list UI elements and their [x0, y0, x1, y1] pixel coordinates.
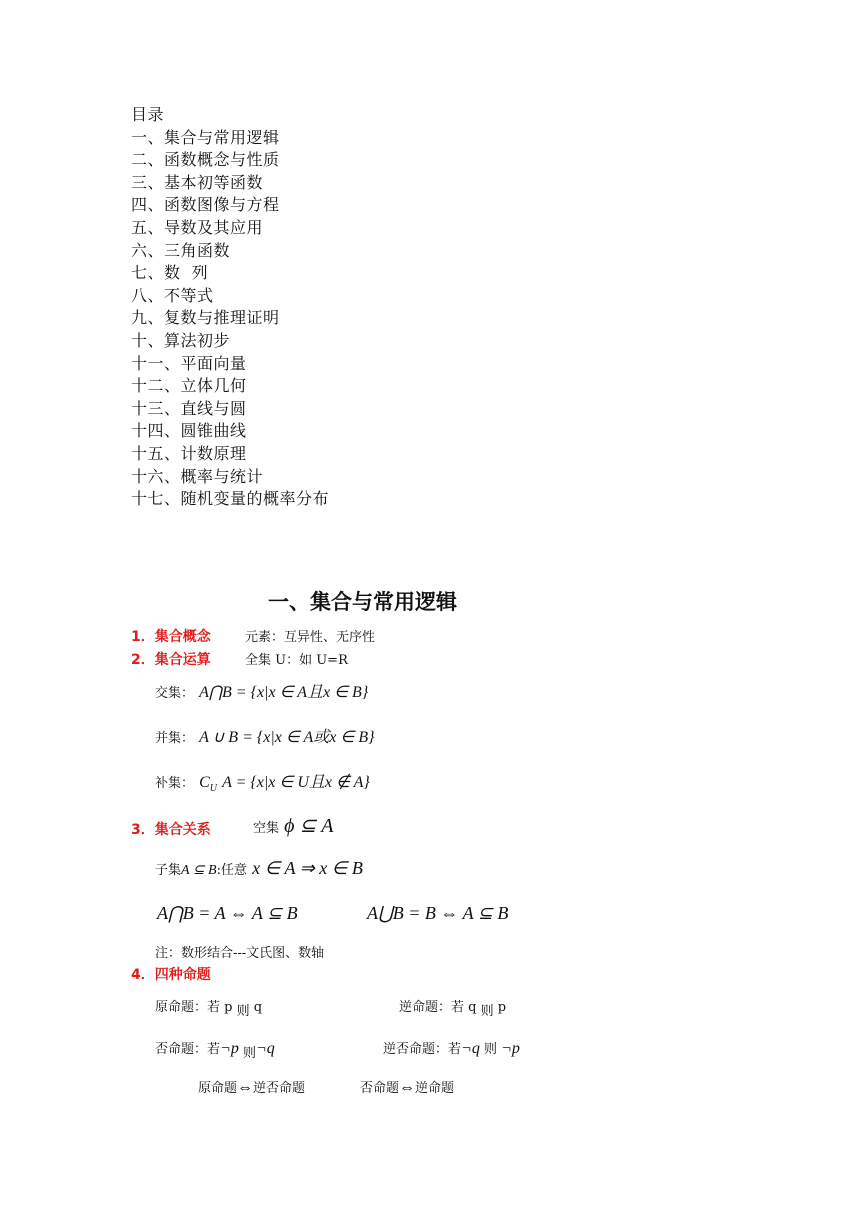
intersection-line: [155, 679, 368, 702]
intersection-equivalence: A⋂B = A ⇔ A ⊆ B: [157, 903, 298, 923]
section-1-label: 1．集合概念: [131, 629, 211, 645]
contrapositive-proposition: [383, 1038, 520, 1058]
empty-set-label: 空集: [253, 821, 280, 836]
union-formula: A ∪ B = {x|x ∈ A或x ∈ B}: [199, 729, 375, 746]
table-of-contents: [131, 104, 329, 511]
converse-proposition: [399, 996, 507, 1019]
venn-note: 注：数形结合---文氏图、数轴: [155, 946, 325, 961]
empty-set-line: [253, 813, 333, 838]
toc-item: 一、集合与常用逻辑: [131, 127, 280, 147]
converse-label: 逆命题：若 q: [399, 1000, 481, 1015]
eq1-right: 逆否命题: [253, 1081, 306, 1096]
original-proposition: [155, 996, 263, 1019]
complement-formula: A = {x|x ∈ U且x ∉ A}: [222, 774, 370, 791]
contra-not-p: ¬p: [501, 1040, 520, 1057]
inverse-not-q: ¬q: [255, 1040, 275, 1057]
toc-item: 十七、随机变量的概率分布: [131, 489, 330, 509]
eq1-symbol: ⇔: [237, 1079, 254, 1096]
original-then: 则: [236, 1004, 250, 1019]
section-1-text: 元素：互异性、无序性: [245, 630, 376, 645]
inverse-not-p: ¬p: [220, 1040, 239, 1057]
toc-item: 十四、圆锥曲线: [131, 421, 247, 441]
eq2-left: 否命题: [360, 1081, 400, 1096]
toc-item: 十二、立体几何: [131, 376, 247, 396]
eq1-left: 原命题: [198, 1081, 238, 1096]
toc-item: 十三、直线与圆: [131, 398, 247, 418]
eq2-right: 逆命题: [415, 1081, 455, 1096]
empty-set-formula: ϕ ⊆ A: [284, 815, 334, 837]
subset-small-formula: A ⊆ B: [181, 863, 217, 878]
intersection-formula: A⋂B = {x|x ∈ A且x ∈ B}: [199, 684, 369, 701]
subset-colon: :任意: [216, 863, 247, 878]
union-equivalence: A⋃B = B ⇔ A ⊆ B: [367, 903, 509, 923]
section-3-label: 3．集合关系: [131, 822, 211, 838]
eq2-symbol: ⇔: [399, 1079, 416, 1096]
toc-item: 三、基本初等函数: [131, 172, 264, 192]
intersection-label: 交集：: [155, 686, 195, 701]
chapter-title: 一、集合与常用逻辑: [268, 590, 457, 614]
union-label: 并集：: [155, 731, 195, 746]
converse-p: p: [493, 1000, 507, 1015]
toc-item: 十一、平面向量: [131, 353, 247, 373]
toc-item: 十、算法初步: [131, 330, 231, 350]
converse-then: 则: [480, 1004, 494, 1019]
toc-item: 十六、概率与统计: [131, 466, 264, 486]
inverse-proposition: [155, 1038, 275, 1061]
complement-subscript: U: [209, 783, 218, 795]
union-line: [155, 724, 375, 747]
toc-item: 四、函数图像与方程: [131, 195, 280, 215]
toc-item: 十五、计数原理: [131, 443, 247, 463]
toc-item: 五、导数及其应用: [131, 217, 264, 237]
section-2-label: 2．集合运算: [131, 652, 211, 668]
complement-c: C: [199, 774, 210, 791]
subset-line: [155, 858, 363, 879]
inverse-then: 则: [242, 1046, 256, 1061]
equivalence-2: [360, 1077, 454, 1097]
section-2-text: 全集 U：如 U=R: [245, 653, 348, 668]
original-q: q: [249, 1000, 263, 1015]
toc-item: 二、函数概念与性质: [131, 150, 280, 170]
toc-item: 八、不等式: [131, 285, 214, 305]
contra-then: 则: [479, 1042, 502, 1057]
inverse-label: 否命题：若: [155, 1042, 221, 1057]
complement-line: [155, 769, 370, 794]
toc-title: 目录: [131, 105, 165, 124]
complement-label: 补集：: [155, 776, 195, 791]
toc-item: 七、数 列: [131, 263, 209, 283]
section-4-label: 4．四种命题: [131, 967, 211, 983]
equivalence-1: [198, 1077, 305, 1097]
original-label: 原命题：若 p: [155, 1000, 237, 1015]
subset-label: 子集: [155, 863, 182, 878]
toc-item: 六、三角函数: [131, 240, 231, 260]
toc-item: 九、复数与推理证明: [131, 308, 280, 328]
subset-formula: x ∈ A ⇒ x ∈ B: [252, 858, 363, 878]
contra-not-q: ¬q: [461, 1040, 480, 1057]
contra-label: 逆否命题：若: [383, 1042, 462, 1057]
